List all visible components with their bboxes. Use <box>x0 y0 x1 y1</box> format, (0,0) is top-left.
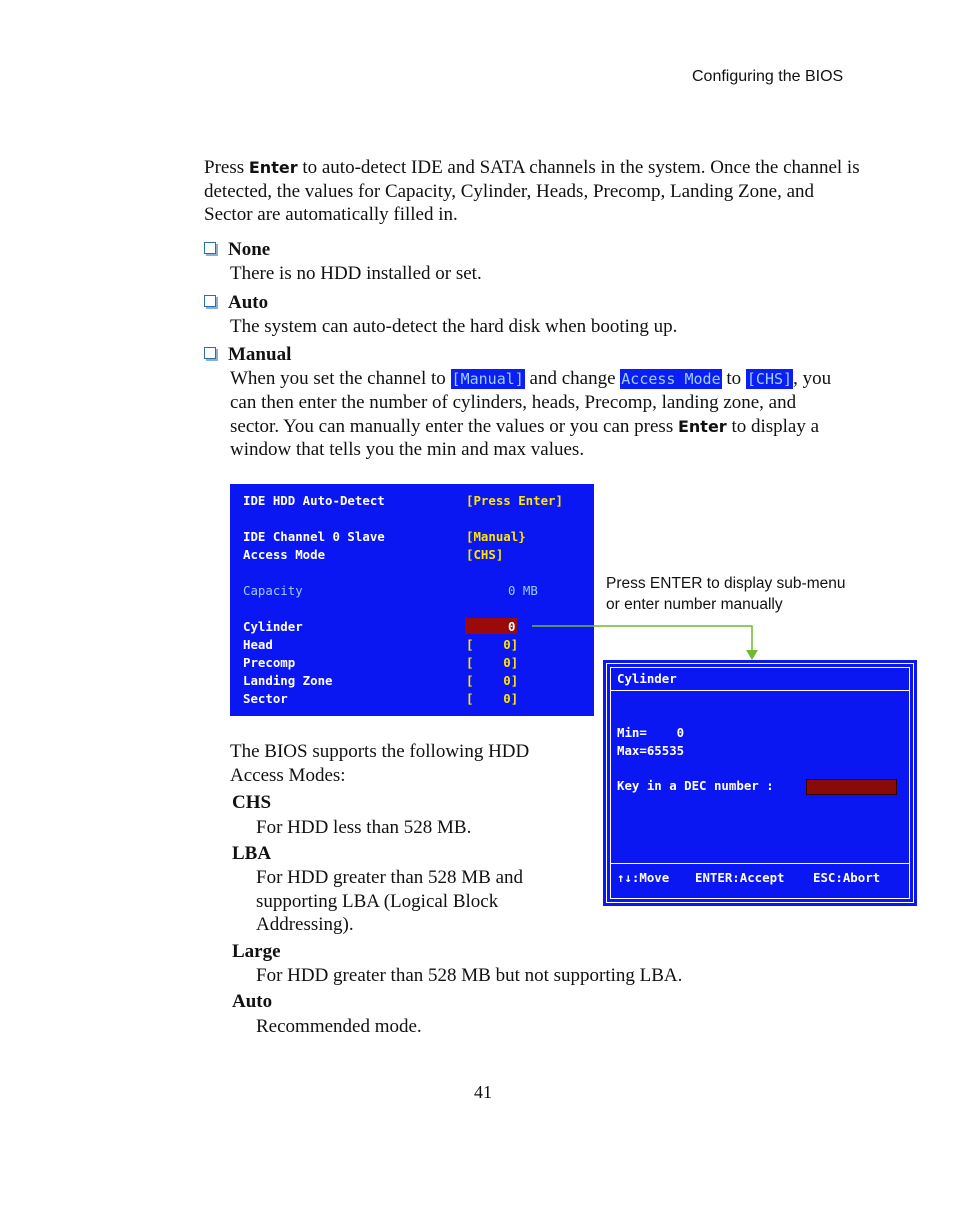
mode-title-auto: Auto <box>232 991 273 1012</box>
callout-line-1: Press ENTER to display sub-menu <box>606 575 846 592</box>
manual-desc-e: to display a window that tells you the min and max values. <box>230 415 820 460</box>
channel-value[interactable]: [Manual} <box>466 529 526 544</box>
callout-line-2: or enter number manually <box>606 596 783 613</box>
channel-label: IDE Channel 0 Slave <box>243 529 385 544</box>
mode-desc-large: For HDD greater than 528 MB but not supporting LBA. <box>256 965 683 986</box>
manual-desc-c: to <box>721 367 746 389</box>
popup-prompt: Key in a DEC number : <box>617 778 774 793</box>
auto-detect-value[interactable]: [Press Enter] <box>466 493 563 508</box>
mode-desc-auto: Recommended mode. <box>256 1016 422 1037</box>
footer-abort: ESC:Abort <box>813 870 881 885</box>
cylinder-popup <box>603 660 917 906</box>
intro-press: Press <box>204 157 249 178</box>
running-header: Configuring the BIOS <box>692 68 844 85</box>
popup-divider <box>610 690 910 691</box>
footer-move: ↑↓:Move <box>617 870 670 885</box>
highlight-chs: [CHS] <box>746 369 793 388</box>
cylinder-label: Cylinder <box>243 619 303 634</box>
mode-title-chs: CHS <box>232 792 272 813</box>
callout-text <box>606 573 906 615</box>
mode-desc-chs: For HDD less than 528 MB. <box>256 817 472 838</box>
landing-zone-label: Landing Zone <box>243 673 333 688</box>
option-desc: The system can auto-detect the hard disk when booting up. <box>230 315 678 337</box>
popup-max: Max=65535 <box>617 743 685 758</box>
precomp-label: Precomp <box>243 655 296 670</box>
access-mode-value[interactable]: [CHS] <box>466 547 504 562</box>
capacity-label: Capacity <box>243 583 303 598</box>
mode-title-lba: LBA <box>232 843 272 864</box>
manual-desc-d: , you can then enter the number of cylinders, heads, Precomp, landing zone, and sector. You can manually enter the values or you can press <box>230 367 832 437</box>
option-title: Auto <box>228 292 269 313</box>
landing-zone-value[interactable]: [ 0] <box>466 673 519 688</box>
sector-value[interactable]: [ 0] <box>466 691 519 706</box>
enter-key-label: Enter <box>248 158 298 177</box>
dec-number-input[interactable] <box>806 779 897 795</box>
popup-title: Cylinder <box>617 671 677 686</box>
precomp-value[interactable]: [ 0] <box>466 655 519 670</box>
cylinder-value[interactable]: 0 <box>508 619 516 634</box>
modes-intro: The BIOS supports the following HDD Access Modes: <box>230 741 530 786</box>
manual-desc-a: When you set the channel to <box>230 367 451 389</box>
mode-desc-lba: For HDD greater than 528 MB and supporting LBA (Logical Block Addressing). <box>256 867 524 935</box>
head-value[interactable]: [ 0] <box>466 637 519 652</box>
highlight-manual: [Manual] <box>451 369 524 388</box>
popup-footer-divider <box>610 863 910 864</box>
manual-desc-b: and change <box>524 367 621 389</box>
auto-detect-label: IDE HDD Auto-Detect <box>243 493 385 508</box>
footer-accept: ENTER:Accept <box>695 870 785 885</box>
head-label: Head <box>243 637 273 652</box>
page-number: 41 <box>474 1082 492 1102</box>
capacity-value: 0 MB <box>508 583 538 598</box>
mode-title-large: Large <box>232 941 281 962</box>
highlight-access-mode: Access Mode <box>621 369 721 388</box>
option-title: None <box>228 239 271 260</box>
popup-min: Min= 0 <box>617 725 685 740</box>
access-mode-label: Access Mode <box>243 547 326 562</box>
intro-rest: to auto-detect IDE and SATA channels in the system. Once the channel is detected, the values for Capacity, Cylinder, Heads, Precomp, Landing Zone, and Sector are automatically filled in. <box>204 157 860 225</box>
sector-label: Sector <box>243 691 288 706</box>
enter-key-label: Enter <box>677 416 727 436</box>
option-desc: There is no HDD installed or set. <box>230 262 482 284</box>
option-title: Manual <box>228 344 292 365</box>
